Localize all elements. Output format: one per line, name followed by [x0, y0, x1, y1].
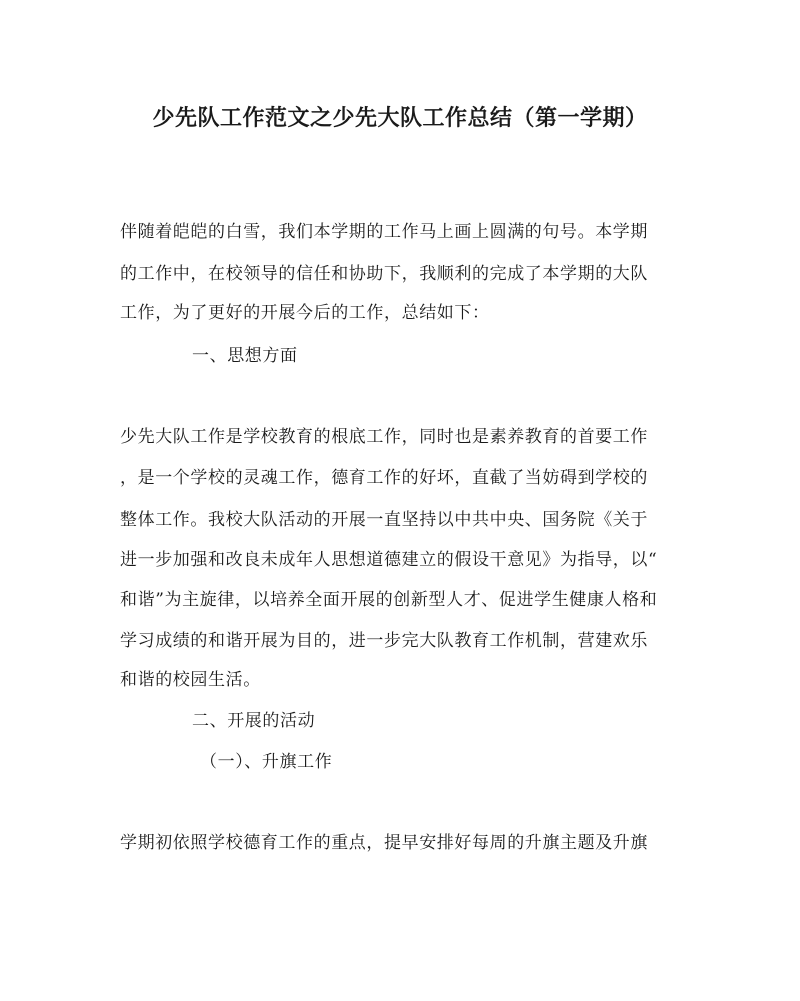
- paragraph-line: 和谐”为主旋律，以培养全面开展的创新型人才、促进学生健康人格和: [120, 590, 658, 610]
- section-heading: 一、思想方面: [192, 346, 298, 366]
- paragraph-line: 的工作中，在校领导的信任和协助下，我顺利的完成了本学期的大队: [120, 264, 648, 284]
- paragraph-line: 进一步加强和改良未成年人思想道德建立的假设干意见》为指导，以“: [120, 550, 658, 570]
- paragraph-line: 学期初依照学校德育工作的重点，提早安排好每周的升旗主题及升旗: [120, 833, 648, 853]
- document-title: 少先队工作范文之少先大队工作总结（第一学期）: [152, 105, 648, 131]
- section-heading: 二、开展的活动: [192, 711, 316, 731]
- paragraph-line: 伴随着皑皑的白雪，我们本学期的工作马上画上圆满的句号。本学期: [120, 222, 648, 242]
- paragraph-line: 工作，为了更好的开展今后的工作，总结如下：: [120, 303, 490, 323]
- paragraph-line: 学习成绩的和谐开展为目的，进一步完大队教育工作机制，营建欢乐: [120, 631, 648, 651]
- paragraph-line: 整体工作。我校大队活动的开展一直坚持以中共中央、国务院《关于: [120, 510, 648, 530]
- paragraph-line: 少先大队工作是学校教育的根底工作，同时也是素养教育的首要工作: [120, 427, 648, 447]
- subsection-heading: （一）、升旗工作: [200, 752, 333, 772]
- paragraph-line: ，是一个学校的灵魂工作，德育工作的好坏，直截了当妨碍到学校的: [120, 468, 648, 488]
- paragraph-line: 和谐的校园生活。: [120, 670, 261, 690]
